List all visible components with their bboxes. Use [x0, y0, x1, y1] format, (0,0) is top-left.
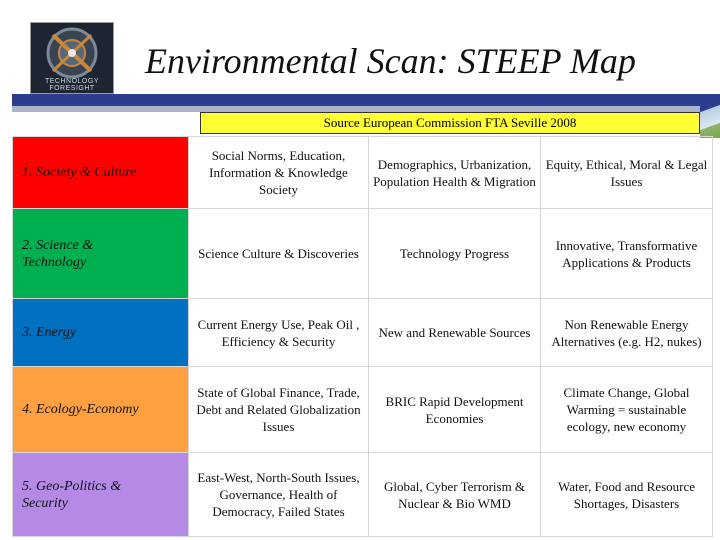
table-cell: Innovative, Transformative Applications & Products: [541, 209, 713, 299]
table-cell: Water, Food and Resource Shortages, Disasters: [541, 453, 713, 537]
table-cell: Technology Progress: [369, 209, 541, 299]
steep-table: [12, 136, 713, 537]
category-label: 3. Energy: [22, 325, 76, 340]
table-cell: BRIC Rapid Development Economies: [369, 367, 541, 453]
compass-emblem-icon: [31, 23, 113, 85]
category-label: 5. Geo-Politics & Security: [22, 478, 122, 511]
category-label: 4. Ecology-Economy: [22, 402, 139, 417]
logo-text: TECHNOLOGY FORESIGHT: [44, 78, 99, 92]
table-row: [13, 209, 713, 299]
decorative-swoosh: [700, 94, 720, 138]
source-banner: Source European Commission FTA Seville 2008: [200, 112, 700, 134]
category-society-culture: [13, 137, 189, 209]
table-cell: Climate Change, Global Warming = sustainable ecology, new economy: [541, 367, 713, 453]
logo: [30, 22, 114, 94]
category-label: 1. Society & Culture: [22, 165, 137, 180]
page-title: Environmental Scan: STEEP Map: [145, 41, 636, 81]
table-cell: Non Renewable Energy Alternatives (e.g. H2, nukes): [541, 299, 713, 367]
table-cell: Demographics, Urbanization, Population Health & Migration: [369, 137, 541, 209]
category-ecology-economy: [13, 367, 189, 453]
table-cell: Science Culture & Discoveries: [189, 209, 369, 299]
table-row: [13, 453, 713, 537]
category-label: 2. Science & Technology: [22, 237, 94, 270]
category-science-technology: [13, 209, 189, 299]
table-cell: Current Energy Use, Peak Oil , Efficiency & Security: [189, 299, 369, 367]
table-cell: Social Norms, Education, Information & Knowledge Society: [189, 137, 369, 209]
table-row: [13, 137, 713, 209]
category-energy: [13, 299, 189, 367]
table-row: [13, 299, 713, 367]
category-geo-politics-security: [13, 453, 189, 537]
table-cell: Equity, Ethical, Moral & Legal Issues: [541, 137, 713, 209]
table-row: [13, 367, 713, 453]
table-cell: Global, Cyber Terrorism & Nuclear & Bio WMD: [369, 453, 541, 537]
header-band: [12, 94, 700, 106]
table-cell: New and Renewable Sources: [369, 299, 541, 367]
table-cell: East-West, North-South Issues, Governance, Health of Democracy, Failed States: [189, 453, 369, 537]
table-cell: State of Global Finance, Trade, Debt and Related Globalization Issues: [189, 367, 369, 453]
